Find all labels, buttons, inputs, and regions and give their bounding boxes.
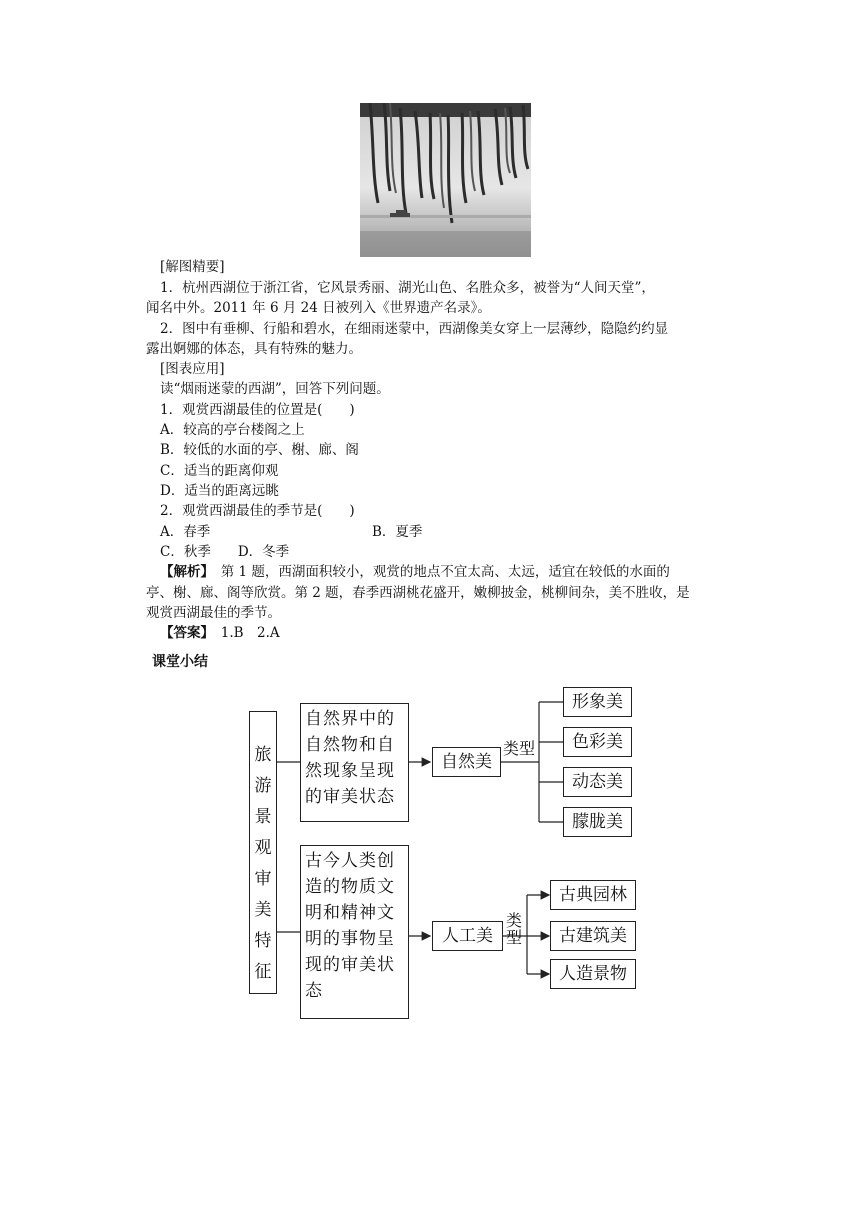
desc-line: 自然界中的 [305, 709, 395, 729]
desc-line: 明和精神文 [305, 903, 395, 923]
text-line: 1．杭州西湖位于浙江省，它风景秀丽、湖光山色、名胜众多，被誉为“人间天堂”， [160, 280, 655, 296]
type-box-gujianzhu: 古建筑美 [550, 921, 636, 951]
desc-line: 现的审美状 [305, 955, 395, 975]
section-head-tujie: [解图精要] [160, 259, 225, 275]
question-1: 1．观赏西湖最佳的位置是( ) [160, 402, 355, 418]
option: C．适当的距离仰观 [160, 463, 279, 479]
root-char: 游 [254, 776, 272, 796]
root-char: 旅 [254, 745, 272, 765]
option: D．适当的距离远眺 [160, 483, 279, 499]
text-line: 第 1 题，西湖面积较小，观赏的地点不宜太高、太远，适宜在较低的水面的 [207, 564, 670, 580]
option: A．较高的亭台楼阁之上 [160, 422, 305, 438]
nature-desc-box [300, 703, 409, 822]
human-type-label: 类 型 [506, 911, 523, 947]
text-line: 露出婀娜的体态，具有特殊的魅力。 [146, 341, 362, 357]
desc-line: 自然物和自 [305, 735, 395, 755]
desc-line: 明的事物呈 [305, 929, 395, 949]
desc-line: 然现象呈现 [305, 761, 395, 781]
summary-diagram [245, 682, 645, 1022]
option: B．夏季 [372, 524, 423, 540]
option: A．春季 [160, 524, 211, 540]
text-line: 2．图中有垂柳、行船和碧水，在细雨迷蒙中，西湖像美女穿上一层薄纱，隐隐约约显 [160, 321, 669, 337]
human-box: 人工美 [432, 921, 503, 951]
west-lake-photo [360, 103, 531, 257]
option: B．较低的水面的亭、榭、廊、阁 [160, 442, 359, 458]
question-2: 2．观赏西湖最佳的季节是( ) [160, 503, 355, 519]
summary-title: 课堂小结 [152, 654, 208, 670]
text-line: 闻名中外。2011 年 6 月 24 日被列入《世界遗产名录》。 [146, 300, 491, 316]
desc-line: 古今人类创 [305, 851, 395, 871]
type-box-gudian: 古典园林 [550, 880, 636, 910]
text-line: 观赏西湖最佳的季节。 [146, 605, 281, 621]
root-box [249, 711, 277, 994]
root-char: 特 [254, 931, 272, 951]
type-box-dongtai: 动态美 [563, 767, 632, 797]
root-char: 征 [254, 962, 272, 982]
root-char: 审 [254, 869, 272, 889]
root-char: 美 [254, 900, 272, 920]
type-box-renzao: 人造景物 [550, 959, 636, 989]
option: C．秋季 D．冬季 [160, 544, 290, 560]
nature-box: 自然美 [432, 747, 501, 777]
root-char: 景 [254, 807, 272, 827]
human-desc-box [300, 845, 409, 1019]
answer-label: 【答案】 [160, 625, 208, 641]
desc-line: 造的物质文 [305, 877, 395, 897]
nature-type-label: 类型 [503, 739, 536, 758]
jiexi-label: 【解析】 [160, 564, 208, 580]
type-box-menglong: 朦胧美 [563, 807, 632, 837]
desc-line: 的审美状态 [305, 787, 395, 807]
type-box-xingxiang: 形象美 [563, 687, 632, 717]
root-char: 观 [254, 838, 272, 858]
text-line: 亭、榭、廊、阁等欣赏。第 2 题，春季西湖桃花盛开，嫩柳披金，桃柳间杂，美不胜收，是 [146, 585, 690, 601]
section-head-app: [图表应用] [160, 361, 225, 377]
type-box-secai: 色彩美 [563, 727, 632, 757]
desc-line: 态 [305, 981, 323, 1001]
answer-value: 1.B 2.A [207, 625, 280, 641]
text-line: 读“烟雨迷蒙的西湖”，回答下列问题。 [160, 381, 390, 397]
